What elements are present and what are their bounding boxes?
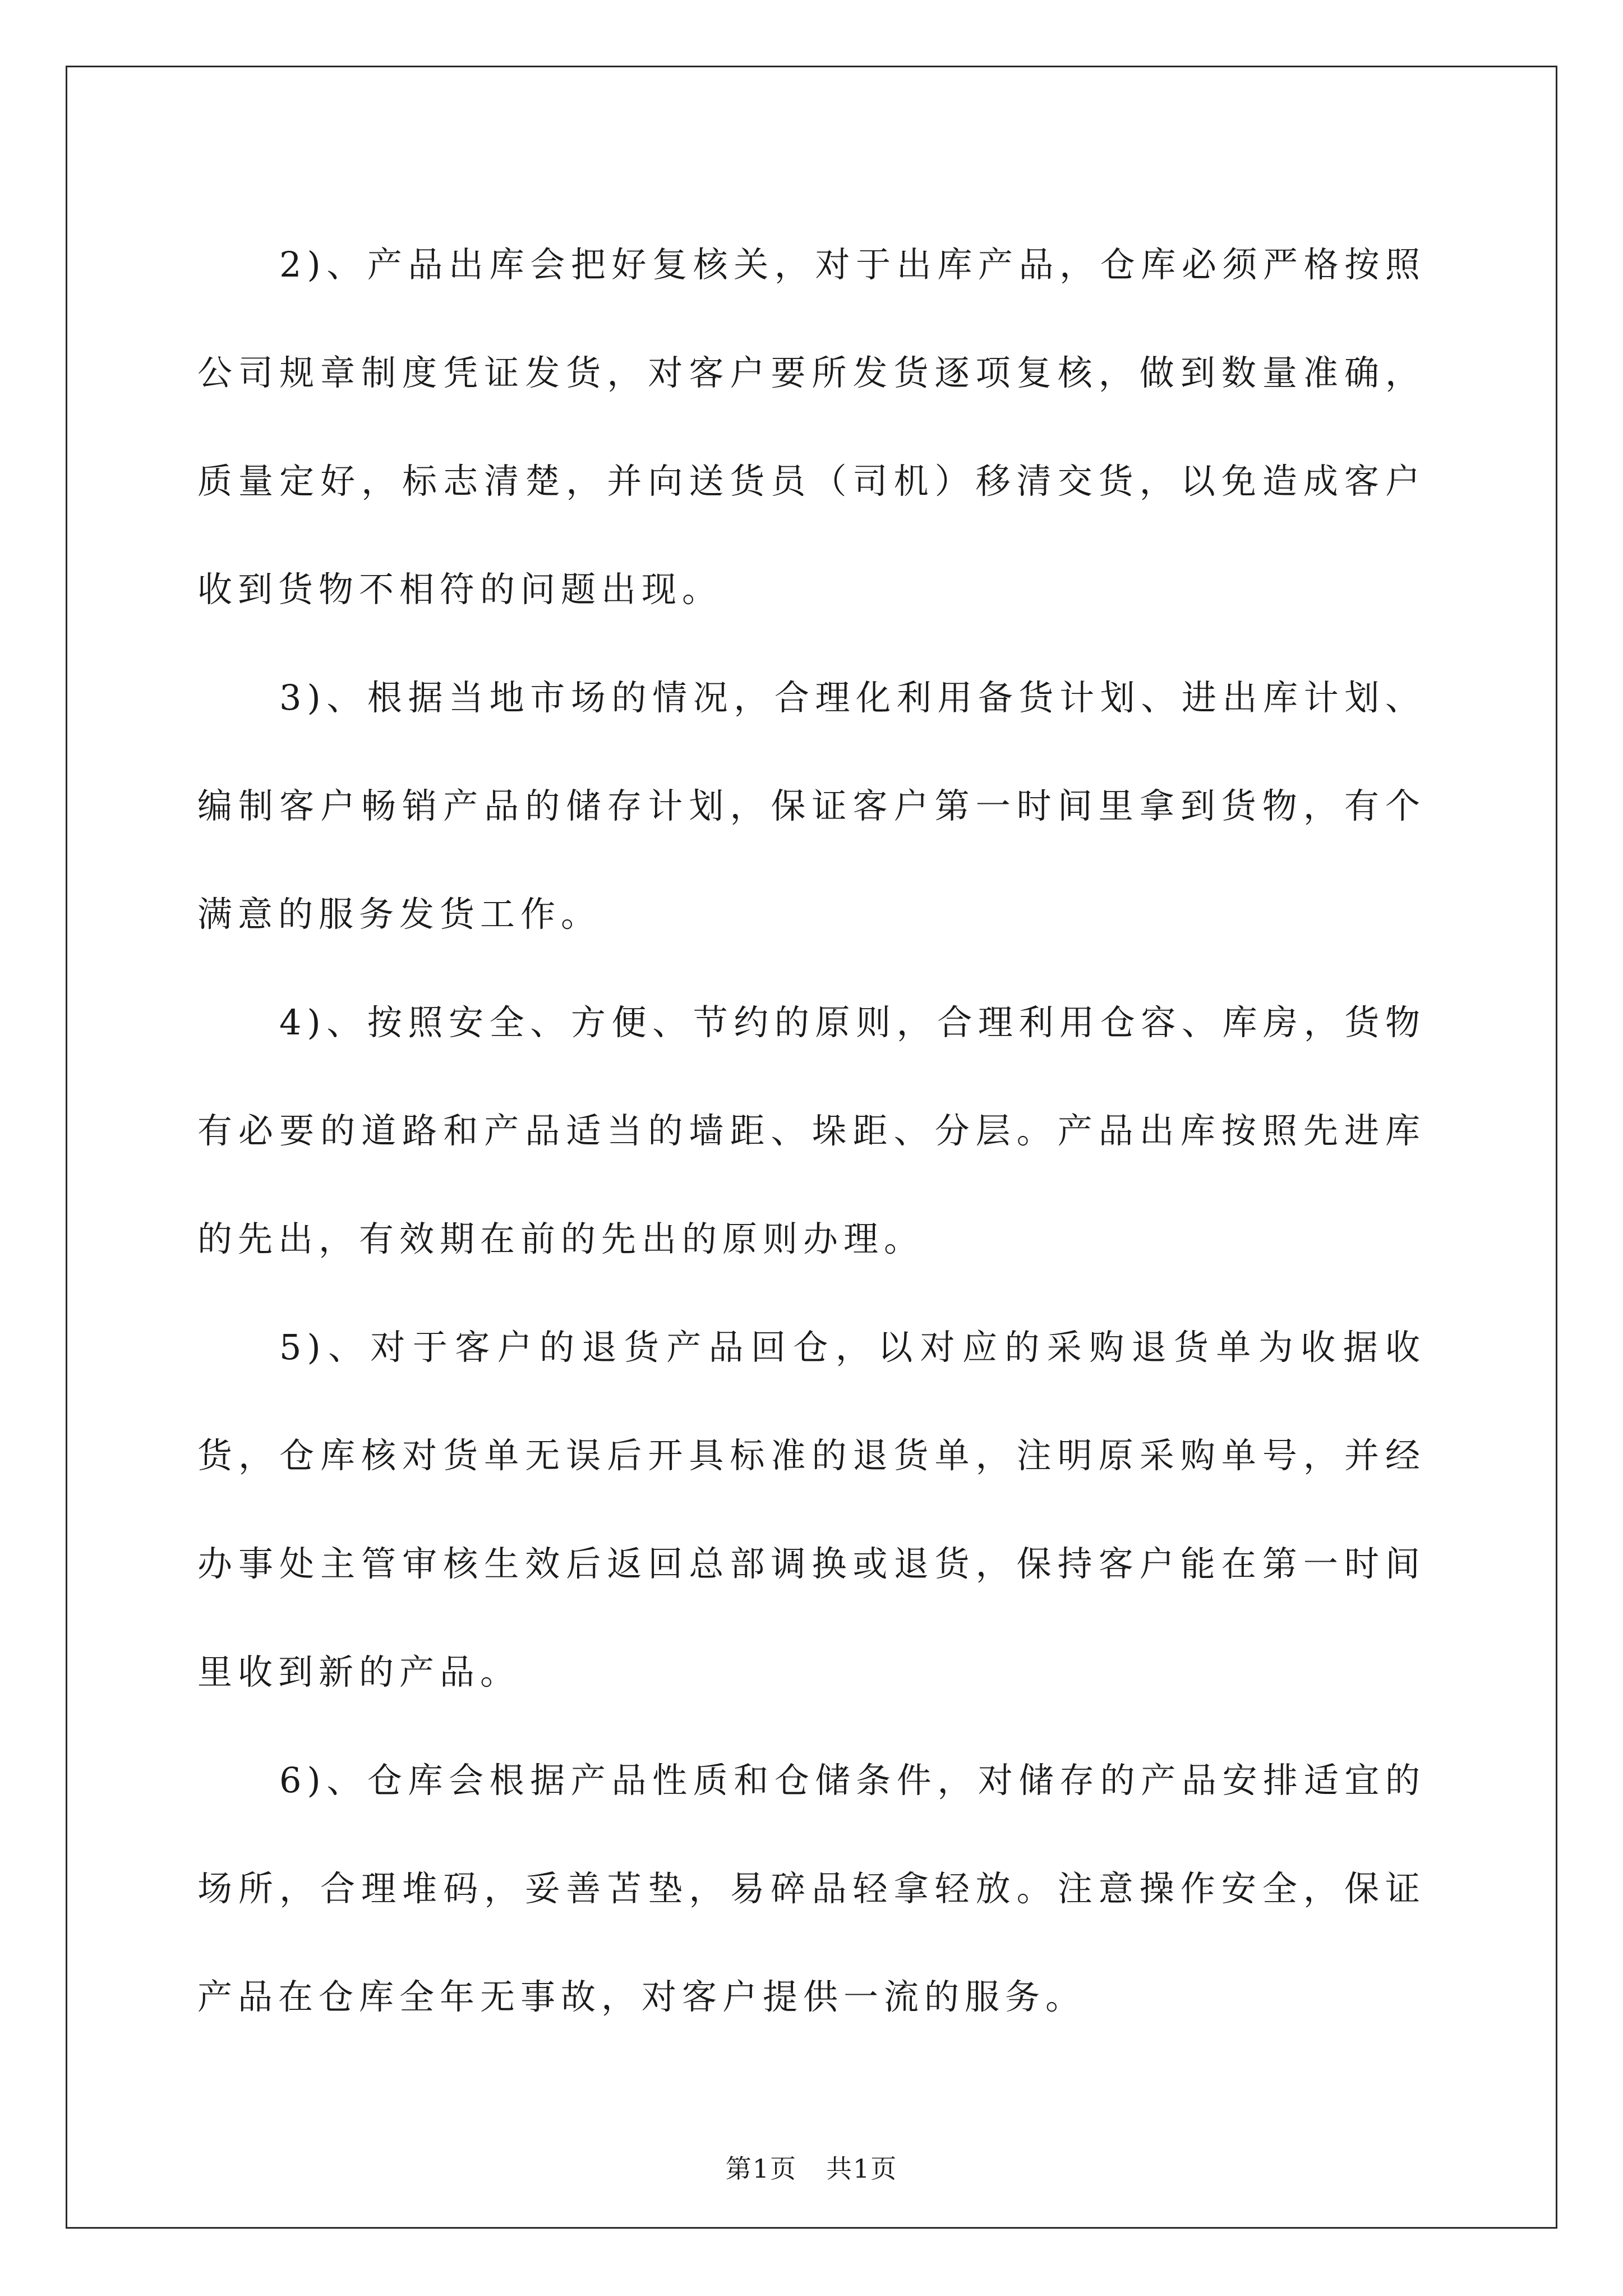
page-number-total: 共1页 <box>826 2154 898 2184</box>
paragraph-item-2: 2)、产品出库会把好复核关，对于出库产品，仓库必须严格按照公司规章制度凭证发货，对客户要所发货逐项复核，做到数量准确，质量定好，标志清楚，并向送货员（司机）移清交货，以免造成客户收到货物不相符的问题出现。 <box>197 244 1426 610</box>
page-number-current: 第1页 <box>725 2154 797 2184</box>
document-body <box>197 210 1426 2051</box>
paragraph-item-6: 6)、仓库会根据产品性质和仓储条件，对储存的产品安排适宜的场所，合理堆码，妥善苫垫，易碎品轻拿轻放。注意操作安全，保证产品在仓库全年无事故，对客户提供一流的服务。 <box>197 1760 1426 2017</box>
paragraph-item-5: 5)、对于客户的退货产品回仓，以对应的采购退货单为收据收货，仓库核对货单无误后开具标准的退货单，注明原采购单号，并经办事处主管审核生效后返回总部调换或退货，保持客户能在第一时间里收到新的产品。 <box>197 1327 1426 1692</box>
page-footer <box>0 2148 1623 2185</box>
paragraph-item-4: 4)、按照安全、方便、节约的原则，合理利用仓容、库房，货物有必要的道路和产品适当的墙距、垛距、分层。产品出库按照先进库的先出，有效期在前的先出的原则办理。 <box>197 1002 1426 1259</box>
paragraph-item-3: 3)、根据当地市场的情况，合理化利用备货计划、进出库计划、编制客户畅销产品的储存计划，保证客户第一时间里拿到货物，有个满意的服务发货工作。 <box>197 677 1426 935</box>
